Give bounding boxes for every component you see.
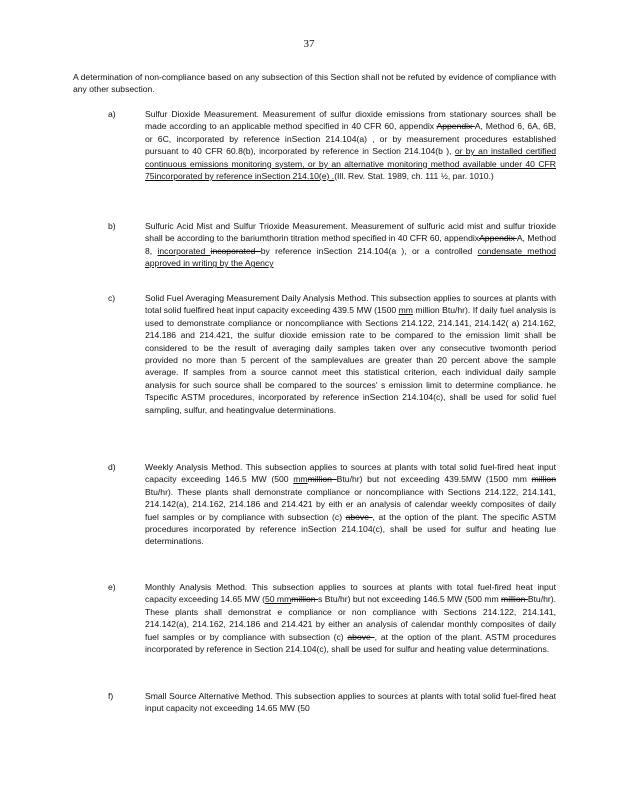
text-run: Btu/hr). These plants shall demonstrate compliance or noncompliance with Sections 214.122, 214.141, 214.142(a), 214.162, 214.186 and 214.421 by eith er an analysis of calendar weekly composites of daily fuel samples or by compliance with subsection (c) [145,486,556,522]
text-run: , at the option of the plant. ASTM procedures incorporated by reference in Section 214.104(c), shall be used for sulfur and heating value determinations. [145,631,556,655]
subsection-text [145,581,556,655]
deleted-text: million [531,474,556,485]
page-number: 37 [303,38,315,50]
text-run: by reference inSection 214.104(a ), or a controlled [260,245,478,256]
text-run: Weekly Analysis Method. This subsection applies to sources at plants with total solid fuel-fired heat input capacity exceeding 146.5 MW (500 [145,462,556,485]
inserted-text: incorporated [157,245,211,256]
subsection-text [145,292,556,416]
inserted-text: or by an installed certified continuous emissions monitoring system, or by an alternative monitoring method available under 40 CFR 75 [145,146,557,182]
inserted-text: mm [293,474,308,485]
subsection-text [145,690,556,715]
subsection-marker: f) [108,691,114,701]
deleted-text: incoporated [210,245,261,256]
text-run: Monthly Analysis Method. This subsection applies to sources at plants with total fuel-fired heat input capacity exceeding 14.65 MW ( [145,582,556,605]
subsection-marker: e) [108,582,116,592]
inserted-text: 50 mm [264,594,292,605]
text-run: Sulfuric Acid Mist and Sulfur Trioxide Measurement. Measurement of sulfuric acid mist and sulfur trioxide shall be according to the bariumthorin titration method specified in 40 CFR 60, appendix [145,221,556,244]
subsection-marker: a) [108,109,116,119]
subsection-marker: b) [108,221,116,231]
deleted-text: million [501,594,528,605]
inserted-text: condensate method approved in writing by the Agency [145,245,556,269]
subsection-marker: d) [108,462,116,472]
text-run: million Btu/hr). If daily fuel analysis is used to demonstrate compliance or noncompliance with Sections 214.122, 214.141, 214.142( a) 214.162, 214.186 and 214.421, the sulfur dioxide emission rate to be compared to the emission limit shall be considered to be the result of averaging daily samples taken over any consecutive twomonth period provided no more than 5 percent of the samplevalues are greater than 20 percent above the sample average. If samples from a source cannot meet this statistical criterion, each individual daily sample analysis for such source shall be compared to the sources' s emission limit to determine compliance. he Tspecific ASTM procedures, incorporated by reference inSection 214.104(c), shall be used for solid fuel sampling, sulfur, and heatingvalue determinations. [145,305,556,415]
intro-paragraph: A determination of non-compliance based on any subsection of this Section shall not be refuted by evidence of compliance with any other subsection. [73,72,556,95]
deleted-text: Appendix [479,233,517,244]
deleted-text: million [307,474,337,485]
deleted-text: above [347,631,375,642]
subsection-text [145,461,556,548]
inserted-text: mm [398,305,413,316]
text-run: Solid Fuel Averaging Measurement Daily Analysis Method. This subsection applies to sources at plants with total solid fuelfired heat input capacity exceeding 439.5 MW (1500 [145,293,556,316]
text-run: A, Method 6, 6A, 6B, or 6C, incorporated by reference inSection 214.104(a) , or by measurement procedures established pursuant to 40 CFR 60.8(b), incorporated by reference in Section 214.104(b ), [145,121,556,157]
text-run: Sulfur Dioxide Measurement. Measurement of sulfur dioxide emissions from stationary sources shall be made according to an applicable method specified in 40 CFR 60, appendix [145,109,556,132]
text-run: Small Source Alternative Method. This subsection applies to sources at plants with total solid fuel-fired heat input capacity not exceeding 14.65 MW (50 [145,691,556,714]
text-run: Btu/hr). These plants shall demonstrat e compliance or non compliance with Sections 214.122, 214.141, 214.142(a), 214.162, 214.186 and 214.421 by either an analysis of calendar monthly composites of daily fuel samples or by compliance with subsection (c) [145,594,556,642]
text-run: Btu/hr) but not exceeding 439.5MW (1500 mm [336,474,532,485]
text-run: s Btu/hr) but not exceeding 146.5 MW (500 mm [318,594,502,605]
deleted-text: Appendix [436,121,475,132]
subsection-text [145,220,556,270]
subsection-text [145,108,556,182]
inserted-text: incorporated by reference inSection 214.10(e) . [154,171,335,182]
text-run: (Ill. Rev. Stat. 1989, ch. 111 ½, par. 1010.) [334,171,494,182]
deleted-text: million [291,594,318,605]
deleted-text: above [345,511,373,522]
text-run: A, Method 8, [145,233,557,256]
text-run: , at the option of the plant. The specific ASTM procedures incorporated by reference inSection 214.104(c), shall be used for sulfur and heating lue determinations. [145,511,556,547]
subsection-marker: c) [108,293,116,303]
